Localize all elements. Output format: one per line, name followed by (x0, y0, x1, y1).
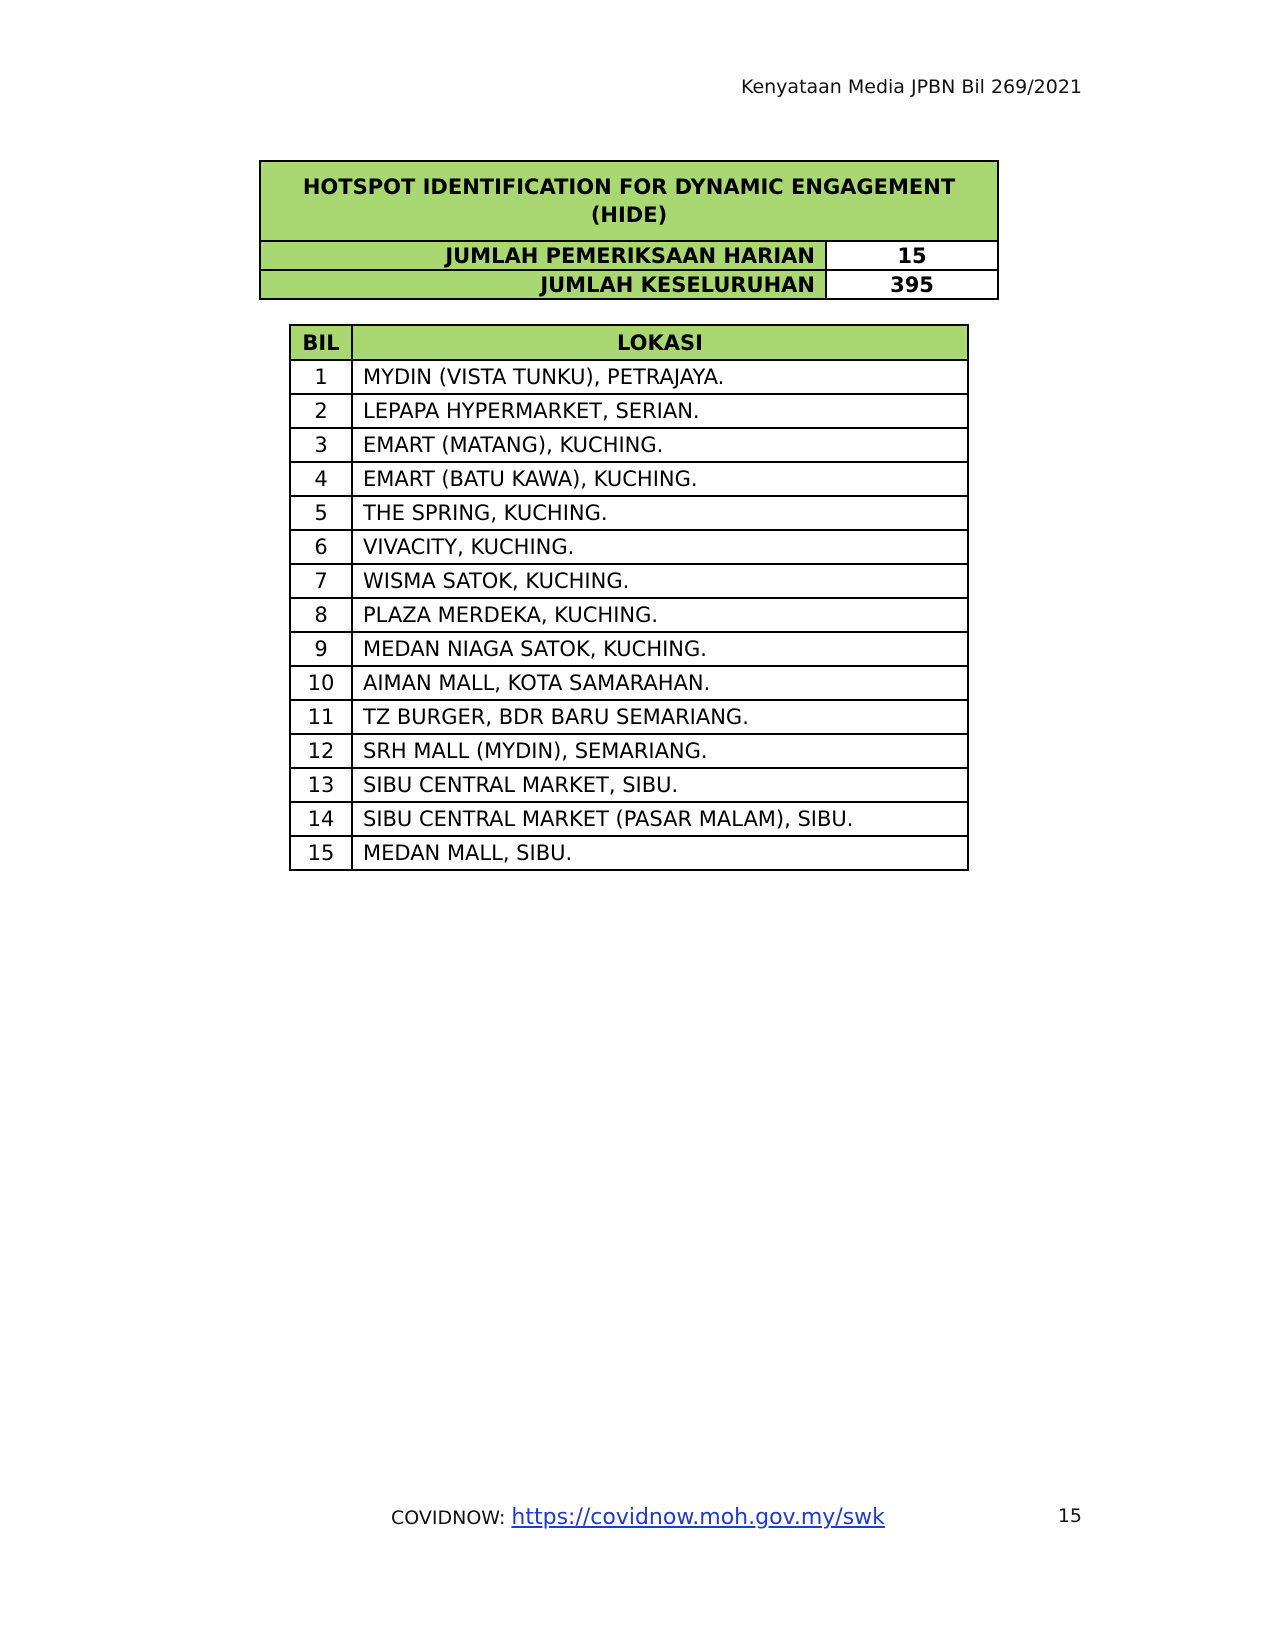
table-row (290, 394, 968, 428)
row-location: LEPAPA HYPERMARKET, SERIAN. (352, 394, 968, 428)
table-row (290, 428, 968, 462)
table-row (290, 632, 968, 666)
table-row (290, 802, 968, 836)
row-location: MEDAN NIAGA SATOK, KUCHING. (352, 632, 968, 666)
row-number: 8 (290, 598, 352, 632)
summary-table (259, 160, 999, 300)
table-row (290, 836, 968, 870)
row-location: MEDAN MALL, SIBU. (352, 836, 968, 870)
row-location: VIVACITY, KUCHING. (352, 530, 968, 564)
row-number: 6 (290, 530, 352, 564)
table-row (290, 768, 968, 802)
total-label: JUMLAH KESELURUHAN (260, 270, 826, 299)
row-number: 10 (290, 666, 352, 700)
summary-title: HOTSPOT IDENTIFICATION FOR DYNAMIC ENGAGEMENT (HIDE) (260, 161, 998, 241)
table-row (290, 564, 968, 598)
row-location: TZ BURGER, BDR BARU SEMARIANG. (352, 700, 968, 734)
daily-label: JUMLAH PEMERIKSAAN HARIAN (260, 241, 826, 270)
row-number: 4 (290, 462, 352, 496)
row-number: 3 (290, 428, 352, 462)
page-number: 15 (1057, 1505, 1082, 1527)
footer-prefix: COVIDNOW: (391, 1507, 512, 1529)
total-value: 395 (826, 270, 998, 299)
row-location: THE SPRING, KUCHING. (352, 496, 968, 530)
table-row (290, 462, 968, 496)
row-number: 13 (290, 768, 352, 802)
summary-total-row (260, 270, 998, 299)
locations-table (289, 324, 969, 871)
row-number: 11 (290, 700, 352, 734)
table-row (290, 666, 968, 700)
table-row (290, 530, 968, 564)
row-location: SRH MALL (MYDIN), SEMARIANG. (352, 734, 968, 768)
table-row (290, 700, 968, 734)
row-location: MYDIN (VISTA TUNKU), PETRAJAYA. (352, 360, 968, 394)
row-number: 2 (290, 394, 352, 428)
table-row (290, 598, 968, 632)
row-number: 5 (290, 496, 352, 530)
locations-header-row (290, 325, 968, 360)
summary-daily-row (260, 241, 998, 270)
table-row (290, 360, 968, 394)
row-location: EMART (BATU KAWA), KUCHING. (352, 462, 968, 496)
summary-title-row (260, 161, 998, 241)
row-location: SIBU CENTRAL MARKET (PASAR MALAM), SIBU. (352, 802, 968, 836)
row-location: SIBU CENTRAL MARKET, SIBU. (352, 768, 968, 802)
row-number: 1 (290, 360, 352, 394)
footer (391, 1505, 885, 1530)
row-location: AIMAN MALL, KOTA SAMARAHAN. (352, 666, 968, 700)
row-number: 12 (290, 734, 352, 768)
locations-body (290, 360, 968, 870)
table-row (290, 496, 968, 530)
row-number: 9 (290, 632, 352, 666)
covidnow-link[interactable]: https://covidnow.moh.gov.my/swk (511, 1505, 885, 1530)
table-row (290, 734, 968, 768)
row-location: WISMA SATOK, KUCHING. (352, 564, 968, 598)
row-location: EMART (MATANG), KUCHING. (352, 428, 968, 462)
row-number: 15 (290, 836, 352, 870)
row-location: PLAZA MERDEKA, KUCHING. (352, 598, 968, 632)
page-header: Kenyataan Media JPBN Bil 269/2021 (740, 76, 1082, 98)
column-header-lokasi: LOKASI (352, 325, 968, 360)
column-header-bil: BIL (290, 325, 352, 360)
daily-value: 15 (826, 241, 998, 270)
row-number: 7 (290, 564, 352, 598)
row-number: 14 (290, 802, 352, 836)
